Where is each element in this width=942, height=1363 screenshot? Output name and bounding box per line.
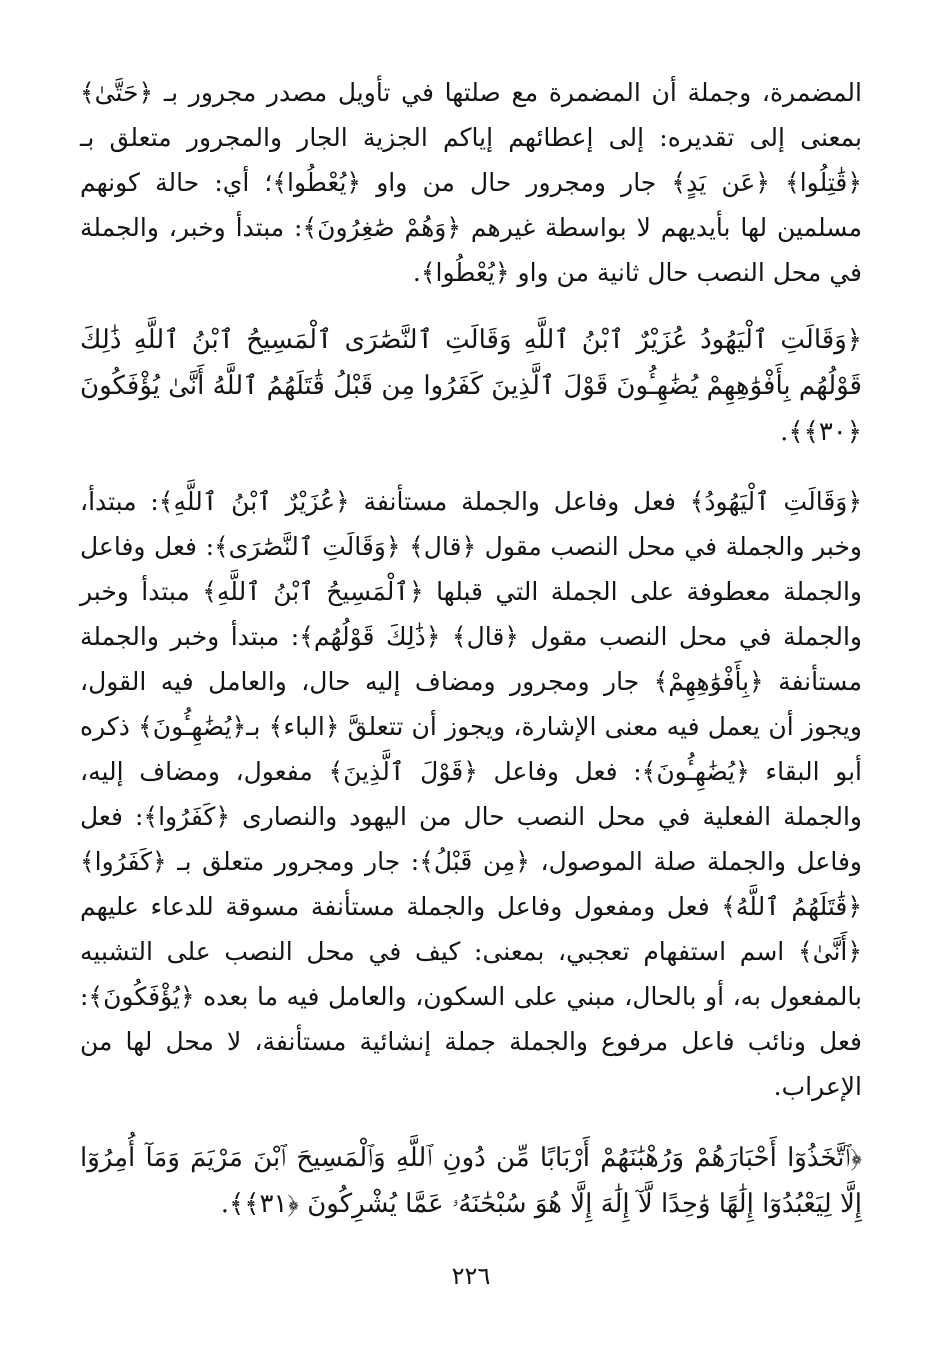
verse-30: ﴿وَقَالَتِ ٱلْيَهُودُ عُزَيْرٌ ٱبْنُ ٱللَّهِ وَقَالَتِ ٱلنَّصَٰرَى ٱلْمَسِيحُ ٱبْنُ ٱللَّهِ ذَٰلِكَ قَوْلُهُم بِأَفْوَٰهِهِمْ يُضَٰهِـُٔونَ قَوْلَ ٱلَّذِينَ كَفَرُوا مِن قَبْلُ قَٰتَلَهُمُ ٱللَّهُ أَنَّىٰ يُؤْفَكُونَ ﴿٣٠﴾﴾.	[80, 325, 862, 447]
paragraph-grammar-analysis-previous-verse: المضمرة، وجملة أن المضمرة مع صلتها في تأويل مصدر مجرور بـ ﴿حَتَّىٰ﴾ بمعنى إلى تقديره: إلى إعطائهم إياكم الجزية الجار والمجرور متعلق بـ ﴿قَٰتِلُوا﴾ ﴿عَن يَدٍ﴾ جار ومجرور حال من واو ﴿يُعْطُوا﴾؛ أي: حالة كونهم مسلمين لها بأيديهم لا بواسطة غيرهم ﴿وَهُمْ صَٰغِرُونَ﴾: مبتدأ وخبر، والجملة في محل النصب حال ثانية من واو ﴿يُعْطُوا﴾.	[80, 78, 862, 287]
verse-31: ﴿ٱتَّخَذُوٓا أَحْبَارَهُمْ وَرُهْبَٰنَهُمْ أَرْبَابًا مِّن دُونِ ٱللَّهِ وَٱلْمَسِيحَ ٱبْنَ مَرْيَمَ وَمَآ أُمِرُوٓا إِلَّا لِيَعْبُدُوٓا إِلَٰهًا وَٰحِدًا لَّآ إِلَٰهَ إِلَّا هُوَ سُبْحَٰنَهُۥ عَمَّا يُشْرِكُونَ ﴿٣١﴾﴾.	[80, 1143, 862, 1219]
paragraph-grammar-analysis-verse-30: ﴿وَقَالَتِ ٱلْيَهُودُ﴾ فعل وفاعل والجملة مستأنفة ﴿عُزَيْرٌ ٱبْنُ ٱللَّهِ﴾: مبتدأ، وخبر والجملة في محل النصب مقول ﴿قال﴾ ﴿وَقَالَتِ ٱلنَّصَٰرَى﴾: فعل وفاعل والجملة معطوفة على الجملة التي قبلها ﴿ٱلْمَسِيحُ ٱبْنُ ٱللَّهِ﴾ مبتدأ وخبر والجملة في محل النصب مقول ﴿قال﴾ ﴿ذَٰلِكَ قَوْلُهُم﴾: مبتدأ وخبر والجملة مستأنفة ﴿بِأَفْوَٰهِهِمْ﴾ جار ومجرور ومضاف إليه حال، والعامل فيه القول، ويجوز أن يعمل فيه معنى الإشارة، ويجوز أن تتعلقَّ ﴿الباء﴾ بـ﴿يُضَٰهِـُٔونَ﴾ ذكره أبو البقاء ﴿يُضَٰهِـُٔونَ﴾: فعل وفاعل ﴿قَوْلَ ٱلَّذِينَ﴾ مفعول، ومضاف إليه، والجملة الفعلية في محل النصب حال من اليهود والنصارى ﴿كَفَرُوا﴾: فعل وفاعل والجملة صلة الموصول، ﴿مِن قَبْلُ﴾: جار ومجرور متعلق بـ ﴿كَفَرُوا﴾ ﴿قَٰتَلَهُمُ ٱللَّهُ﴾ فعل ومفعول وفاعل والجملة مستأنفة مسوقة للدعاء عليهم ﴿أَنَّىٰ﴾ اسم استفهام تعجبي، بمعنى: كيف في محل النصب على التشبيه بالمفعول به، أو بالحال، مبني على السكون، والعامل فيه ما بعده ﴿يُؤْفَكُونَ﴾: فعل ونائب فاعل مرفوع والجملة جملة إنشائية مستأنفة، لا محل لها من الإعراب.	[80, 487, 863, 1101]
page-number: ٢٢٦	[451, 1262, 491, 1290]
spacer	[80, 295, 862, 317]
spacer	[80, 1109, 862, 1135]
spacer	[80, 455, 862, 479]
document-page	[80, 70, 862, 1340]
